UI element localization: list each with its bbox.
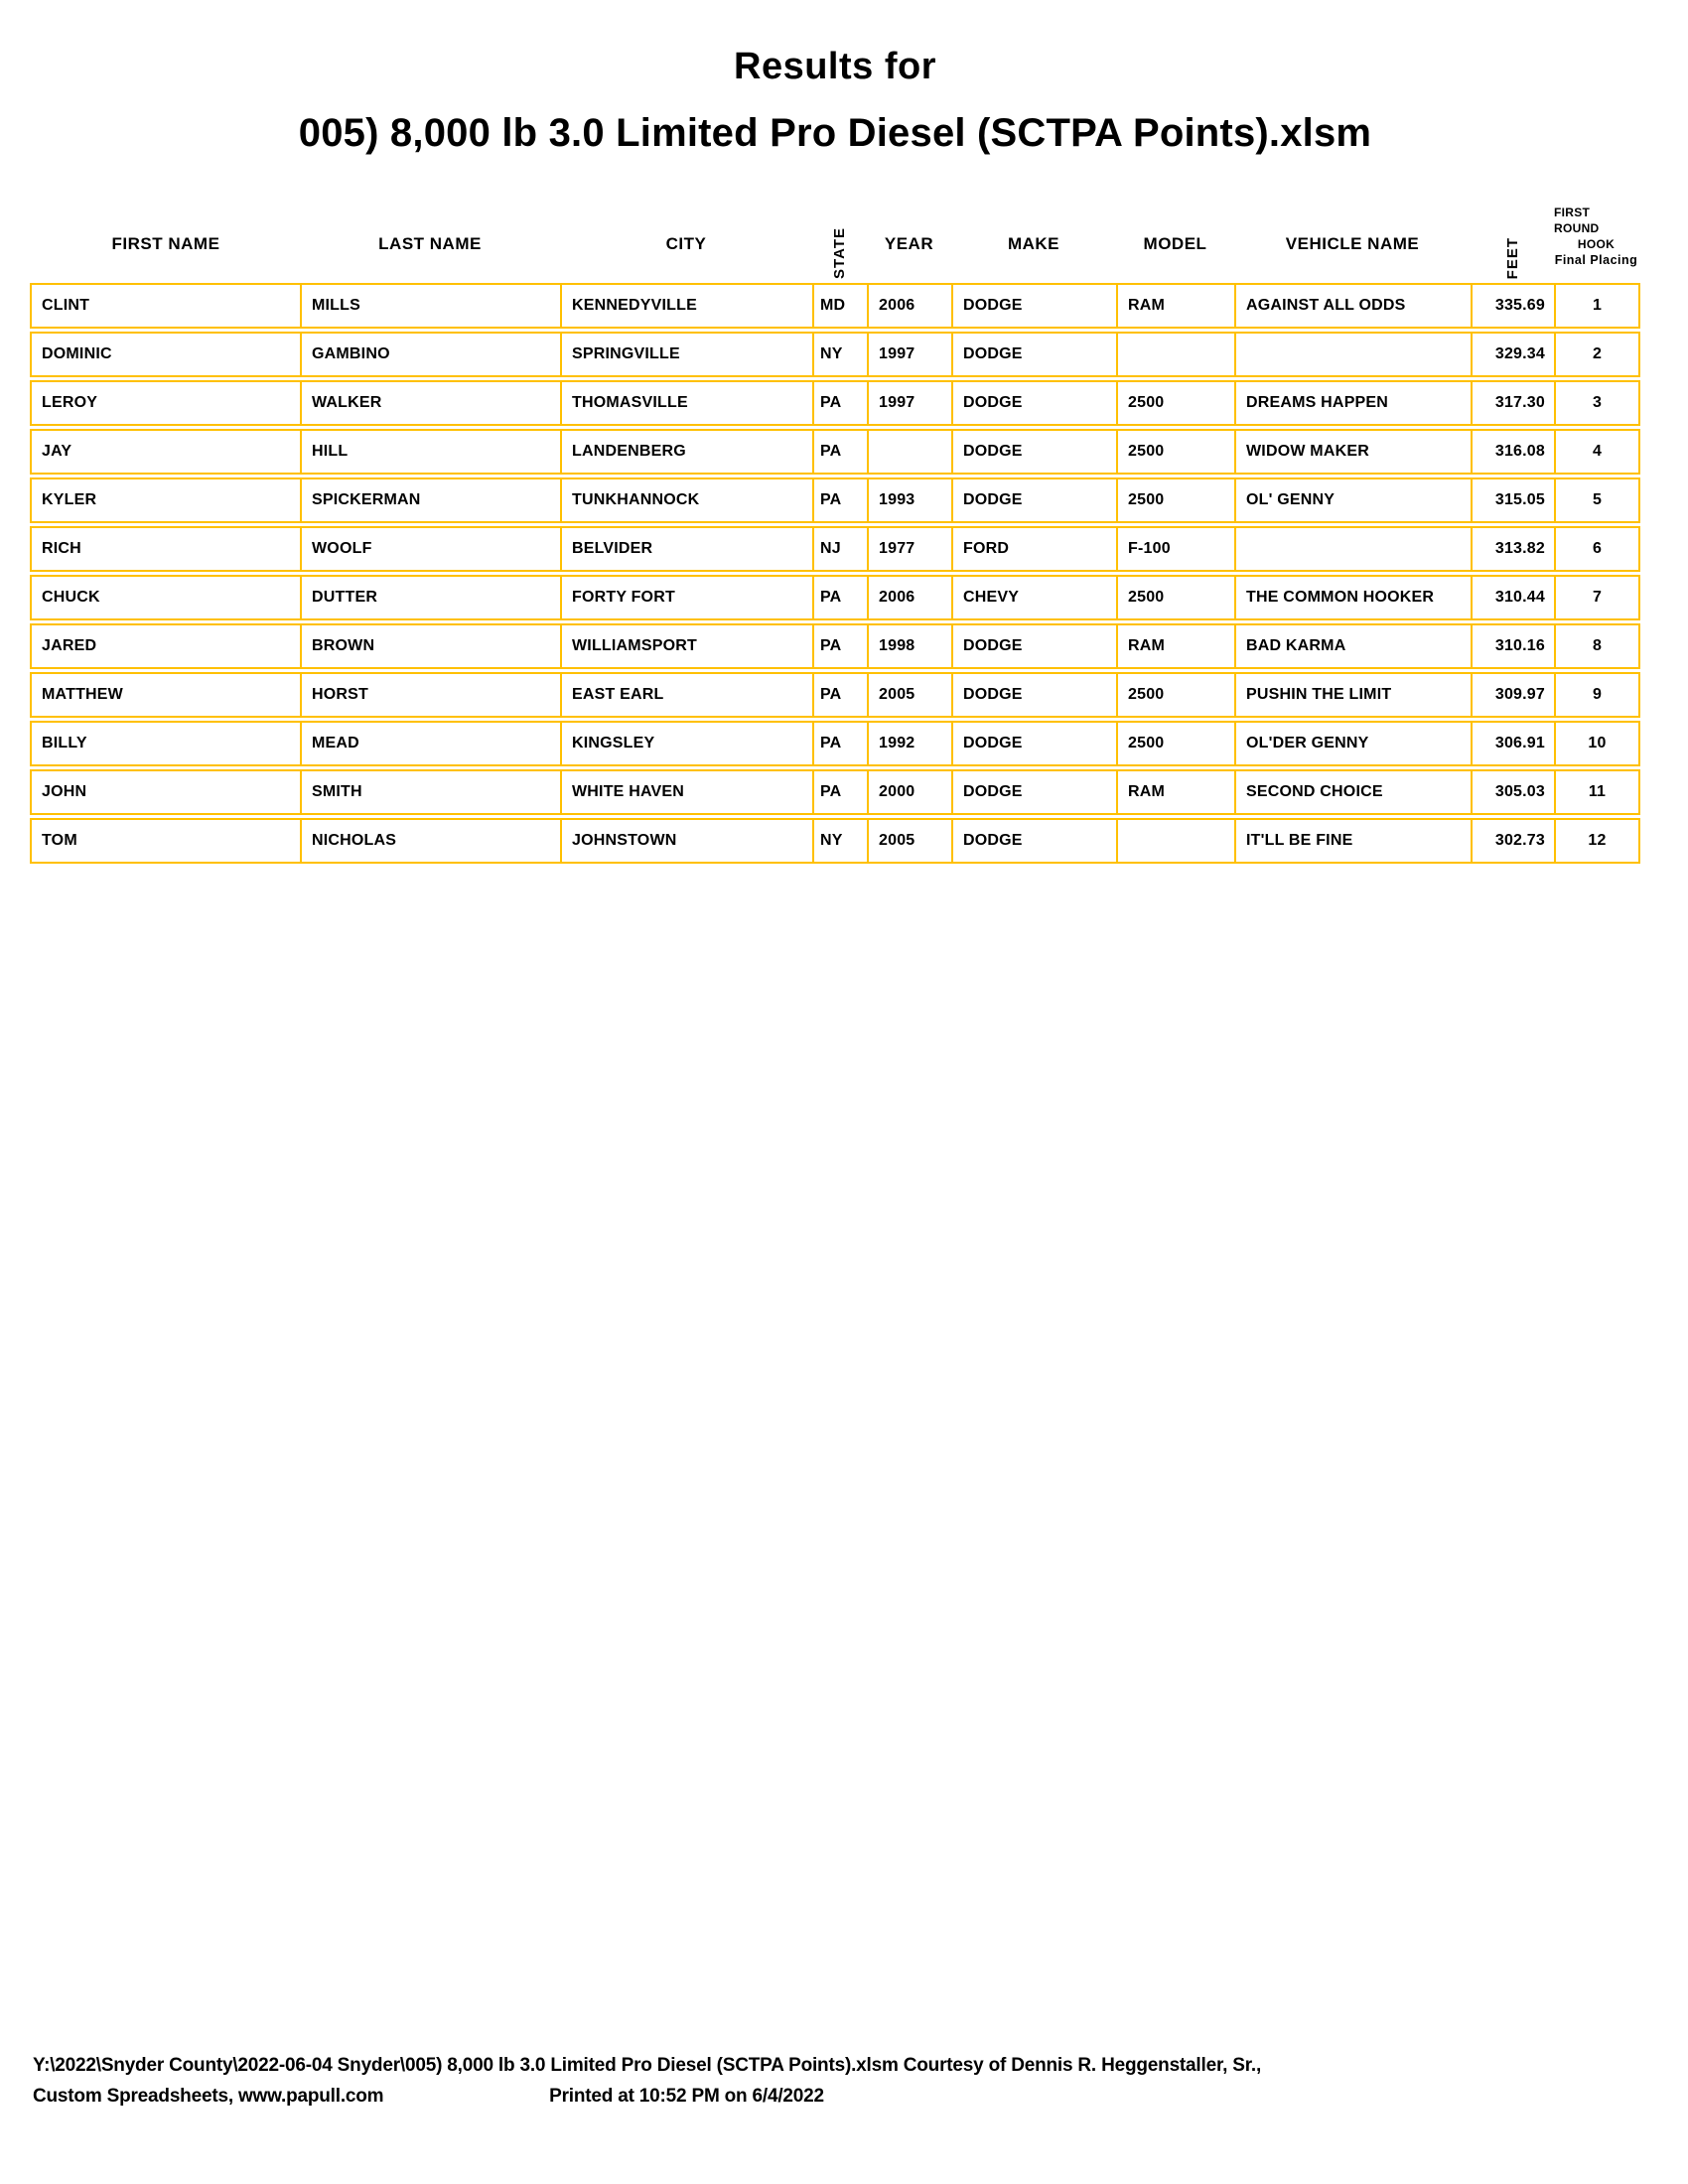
col-header-make: MAKE [1007, 234, 1060, 253]
cell-make: FORD [951, 528, 1116, 570]
footer-print-timestamp: Printed at 10:52 PM on 6/4/2022 [549, 2086, 824, 2107]
cell-feet: 309.97 [1471, 674, 1554, 716]
cell-last-name: HORST [300, 674, 560, 716]
cell-state: MD [812, 285, 867, 327]
cell-year: 1977 [867, 528, 951, 570]
cell-year: 1997 [867, 334, 951, 375]
col-header-state [812, 192, 867, 281]
cell-make: DODGE [951, 771, 1116, 813]
col-header-last-name: LAST NAME [378, 234, 482, 253]
cell-make: DODGE [951, 820, 1116, 862]
cell-last-name: BROWN [300, 625, 560, 667]
cell-year: 1998 [867, 625, 951, 667]
col-header-model: MODEL [1143, 234, 1207, 253]
cell-first-name: JARED [42, 637, 97, 654]
table-row [30, 769, 1640, 815]
cell-placing: 5 [1554, 479, 1638, 521]
cell-city: EAST EARL [560, 674, 812, 716]
cell-placing: 8 [1554, 625, 1638, 667]
cell-model: F-100 [1116, 528, 1234, 570]
cell-vehicle-name: WIDOW MAKER [1234, 431, 1471, 473]
cell-state: PA [812, 431, 867, 473]
cell-vehicle-name: OL'DER GENNY [1234, 723, 1471, 764]
cell-state: NJ [812, 528, 867, 570]
cell-city: BELVIDER [560, 528, 812, 570]
cell-last-name: DUTTER [300, 577, 560, 618]
cell-year: 2005 [867, 820, 951, 862]
table-header [30, 192, 1640, 281]
cell-first-name: CHUCK [42, 589, 100, 606]
footer-credits [33, 2086, 1661, 2108]
cell-make: DODGE [951, 285, 1116, 327]
cell-city: THOMASVILLE [560, 382, 812, 424]
cell-feet: 306.91 [1471, 723, 1554, 764]
cell-vehicle-name: THE COMMON HOOKER [1234, 577, 1471, 618]
cell-state: NY [812, 820, 867, 862]
cell-make: DODGE [951, 479, 1116, 521]
col-header-year: YEAR [884, 234, 934, 253]
cell-feet: 310.16 [1471, 625, 1554, 667]
cell-city: SPRINGVILLE [560, 334, 812, 375]
cell-state: PA [812, 382, 867, 424]
table-row [30, 818, 1640, 864]
cell-city: JOHNSTOWN [560, 820, 812, 862]
cell-placing: 2 [1554, 334, 1638, 375]
cell-state: PA [812, 723, 867, 764]
cell-city: WILLIAMSPORT [560, 625, 812, 667]
cell-vehicle-name: DREAMS HAPPEN [1234, 382, 1471, 424]
table-row [30, 672, 1640, 718]
cell-state: PA [812, 479, 867, 521]
cell-city: KENNEDYVILLE [560, 285, 812, 327]
cell-year: 2000 [867, 771, 951, 813]
cell-vehicle-name: AGAINST ALL ODDS [1234, 285, 1471, 327]
cell-last-name: WALKER [300, 382, 560, 424]
cell-model: RAM [1116, 771, 1234, 813]
cell-placing: 1 [1554, 285, 1638, 327]
cell-year: 2005 [867, 674, 951, 716]
cell-feet: 316.08 [1471, 431, 1554, 473]
cell-last-name: MEAD [300, 723, 560, 764]
cell-state: PA [812, 771, 867, 813]
cell-placing: 3 [1554, 382, 1638, 424]
col-header-placing [1554, 192, 1638, 281]
cell-vehicle-name: BAD KARMA [1234, 625, 1471, 667]
cell-first-name: JAY [42, 443, 72, 460]
cell-make: DODGE [951, 674, 1116, 716]
cell-year: 1993 [867, 479, 951, 521]
table-row [30, 332, 1640, 377]
cell-year: 1992 [867, 723, 951, 764]
cell-model: RAM [1116, 625, 1234, 667]
cell-make: DODGE [951, 382, 1116, 424]
cell-state: PA [812, 577, 867, 618]
footer-spreadsheet-credit: Custom Spreadsheets, www.papull.com [33, 2086, 384, 2107]
feet-rotated-label: FEET [1503, 236, 1521, 279]
cell-vehicle-name: SECOND CHOICE [1234, 771, 1471, 813]
file-title: 005) 8,000 lb 3.0 Limited Pro Diesel (SCTPA Points).xlsm [298, 111, 1372, 155]
cell-model [1116, 820, 1234, 862]
cell-first-name: BILLY [42, 735, 87, 751]
cell-feet: 310.44 [1471, 577, 1554, 618]
table-row [30, 283, 1640, 329]
table-row [30, 575, 1640, 620]
cell-first-name: RICH [42, 540, 81, 557]
cell-feet: 329.34 [1471, 334, 1554, 375]
cell-model: 2500 [1116, 431, 1234, 473]
col-header-feet [1471, 192, 1554, 281]
cell-year: 1997 [867, 382, 951, 424]
cell-make: DODGE [951, 334, 1116, 375]
cell-model: 2500 [1116, 723, 1234, 764]
cell-last-name: SPICKERMAN [300, 479, 560, 521]
cell-city: WHITE HAVEN [560, 771, 812, 813]
cell-last-name: MILLS [300, 285, 560, 327]
cell-placing: 10 [1554, 723, 1638, 764]
cell-make: CHEVY [951, 577, 1116, 618]
cell-first-name: DOMINIC [42, 345, 112, 362]
cell-placing: 11 [1554, 771, 1638, 813]
cell-year: 2006 [867, 577, 951, 618]
cell-placing: 6 [1554, 528, 1638, 570]
cell-make: DODGE [951, 723, 1116, 764]
placing-header-line: FIRST ROUND [1554, 205, 1600, 235]
col-header-vehicle-name: VEHICLE NAME [1285, 234, 1420, 253]
cell-last-name: WOOLF [300, 528, 560, 570]
cell-feet: 335.69 [1471, 285, 1554, 327]
cell-model: 2500 [1116, 577, 1234, 618]
cell-year [867, 431, 951, 473]
table-row [30, 623, 1640, 669]
cell-placing: 12 [1554, 820, 1638, 862]
cell-state: PA [812, 674, 867, 716]
cell-city: FORTY FORT [560, 577, 812, 618]
cell-model [1116, 334, 1234, 375]
cell-placing: 4 [1554, 431, 1638, 473]
cell-make: DODGE [951, 431, 1116, 473]
cell-state: PA [812, 625, 867, 667]
col-header-first-name: FIRST NAME [111, 234, 220, 253]
placing-header-line: HOOK [1577, 236, 1616, 251]
cell-year: 2006 [867, 285, 951, 327]
cell-first-name: MATTHEW [42, 686, 123, 703]
cell-model: 2500 [1116, 479, 1234, 521]
cell-first-name: CLINT [42, 297, 90, 314]
table-row [30, 429, 1640, 475]
cell-first-name: KYLER [42, 491, 97, 508]
cell-vehicle-name: IT'LL BE FINE [1234, 820, 1471, 862]
footer-file-path: Y:\2022\Snyder County\2022-06-04 Snyder\005) 8,000 lb 3.0 Limited Pro Diesel (SCTPA Points).xlsm Courtesy of Dennis R. Heggenstaller, Sr., [33, 2055, 1262, 2076]
cell-city: TUNKHANNOCK [560, 479, 812, 521]
cell-first-name: LEROY [42, 394, 98, 411]
cell-last-name: GAMBINO [300, 334, 560, 375]
cell-vehicle-name: PUSHIN THE LIMIT [1234, 674, 1471, 716]
cell-feet: 302.73 [1471, 820, 1554, 862]
table-row [30, 526, 1640, 572]
cell-feet: 305.03 [1471, 771, 1554, 813]
state-rotated-label: STATE [831, 227, 848, 279]
cell-placing: 7 [1554, 577, 1638, 618]
cell-city: LANDENBERG [560, 431, 812, 473]
col-header-city: CITY [665, 234, 707, 253]
cell-last-name: NICHOLAS [300, 820, 560, 862]
page-title: Results for [734, 46, 936, 87]
cell-feet: 313.82 [1471, 528, 1554, 570]
cell-placing: 9 [1554, 674, 1638, 716]
cell-vehicle-name [1234, 334, 1471, 375]
cell-model: 2500 [1116, 674, 1234, 716]
cell-last-name: HILL [300, 431, 560, 473]
cell-last-name: SMITH [300, 771, 560, 813]
cell-model: 2500 [1116, 382, 1234, 424]
cell-first-name: TOM [42, 832, 77, 849]
cell-city: KINGSLEY [560, 723, 812, 764]
placing-header-line: Final Placing [1554, 253, 1638, 268]
cell-feet: 317.30 [1471, 382, 1554, 424]
cell-state: NY [812, 334, 867, 375]
cell-make: DODGE [951, 625, 1116, 667]
cell-feet: 315.05 [1471, 479, 1554, 521]
cell-model: RAM [1116, 285, 1234, 327]
cell-first-name: JOHN [42, 783, 87, 800]
results-table [30, 283, 1640, 867]
table-row [30, 478, 1640, 523]
table-row [30, 380, 1640, 426]
cell-vehicle-name [1234, 528, 1471, 570]
table-row [30, 721, 1640, 766]
cell-vehicle-name: OL' GENNY [1234, 479, 1471, 521]
